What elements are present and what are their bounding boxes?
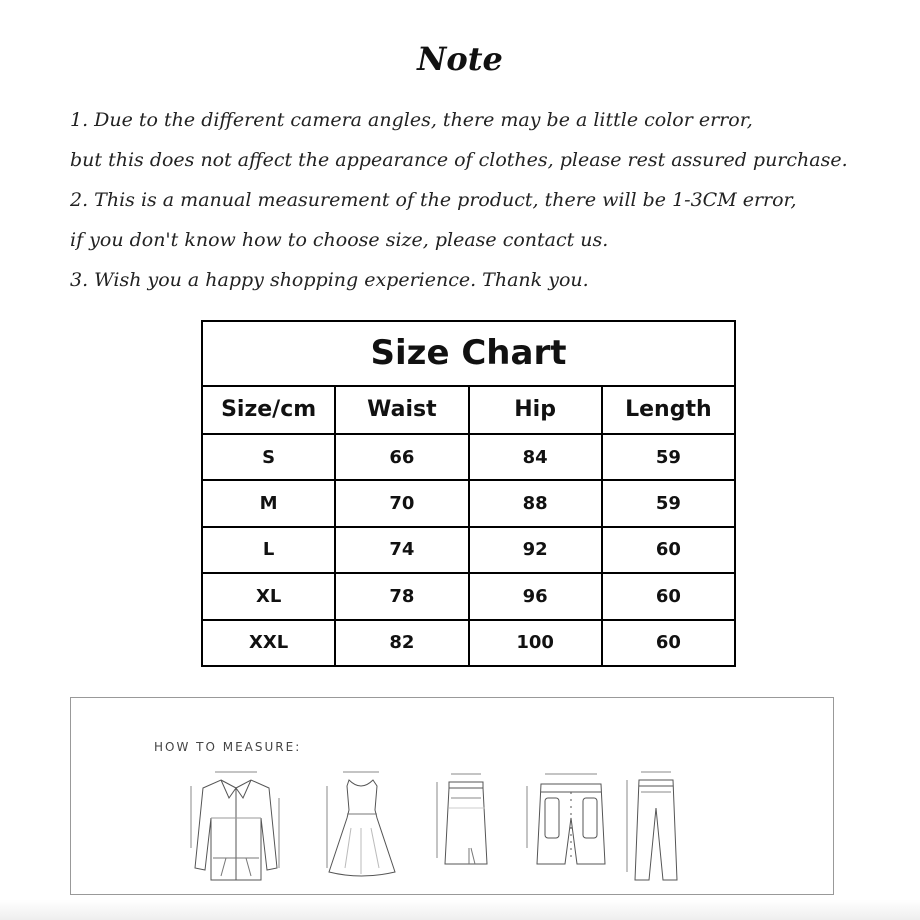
cell-length: 60	[602, 620, 735, 666]
note-line-3: 2. This is a manual measurement of the product, there will be 1-3CM error,	[70, 189, 797, 211]
table-header-row	[202, 386, 735, 434]
cell-length: 60	[602, 573, 735, 619]
table-row	[202, 480, 735, 526]
cell-size: XL	[202, 573, 335, 619]
cell-hip: 92	[469, 527, 602, 573]
note-line-2: but this does not affect the appearance of clothes, please rest assured purchase.	[70, 149, 848, 171]
cell-hip: 100	[469, 620, 602, 666]
cell-waist: 82	[335, 620, 468, 666]
how-to-measure-title: HOW TO MEASURE:	[154, 740, 302, 754]
cell-hip: 96	[469, 573, 602, 619]
cell-length: 59	[602, 480, 735, 526]
cell-waist: 74	[335, 527, 468, 573]
note-title: Note	[417, 40, 503, 78]
cell-size: XXL	[202, 620, 335, 666]
cell-waist: 70	[335, 480, 468, 526]
pants-icon	[621, 768, 691, 886]
cell-length: 60	[602, 527, 735, 573]
dress-icon	[321, 768, 401, 886]
note-text-block	[70, 100, 900, 300]
table-row	[202, 527, 735, 573]
cell-length: 59	[602, 434, 735, 480]
header-hip: Hip	[469, 386, 602, 434]
table-row	[202, 620, 735, 666]
note-line-1: 1. Due to the different camera angles, there may be a little color error,	[70, 109, 753, 131]
size-chart-title: Size Chart	[202, 321, 735, 386]
jacket-icon	[181, 768, 291, 886]
how-to-measure-panel	[70, 697, 834, 895]
cell-size: S	[202, 434, 335, 480]
cell-waist: 66	[335, 434, 468, 480]
size-chart-table	[201, 320, 736, 667]
table-row	[202, 573, 735, 619]
cell-size: M	[202, 480, 335, 526]
bottom-edge	[0, 900, 920, 920]
shorts-icon	[521, 768, 621, 886]
table-row	[202, 434, 735, 480]
cell-hip: 88	[469, 480, 602, 526]
cell-hip: 84	[469, 434, 602, 480]
skirt-icon	[431, 768, 501, 886]
cell-size: L	[202, 527, 335, 573]
cell-waist: 78	[335, 573, 468, 619]
header-waist: Waist	[335, 386, 468, 434]
header-length: Length	[602, 386, 735, 434]
header-size: Size/cm	[202, 386, 335, 434]
note-line-4: if you don't know how to choose size, please contact us.	[70, 229, 609, 251]
note-line-5: 3. Wish you a happy shopping experience. Thank you.	[70, 269, 589, 291]
